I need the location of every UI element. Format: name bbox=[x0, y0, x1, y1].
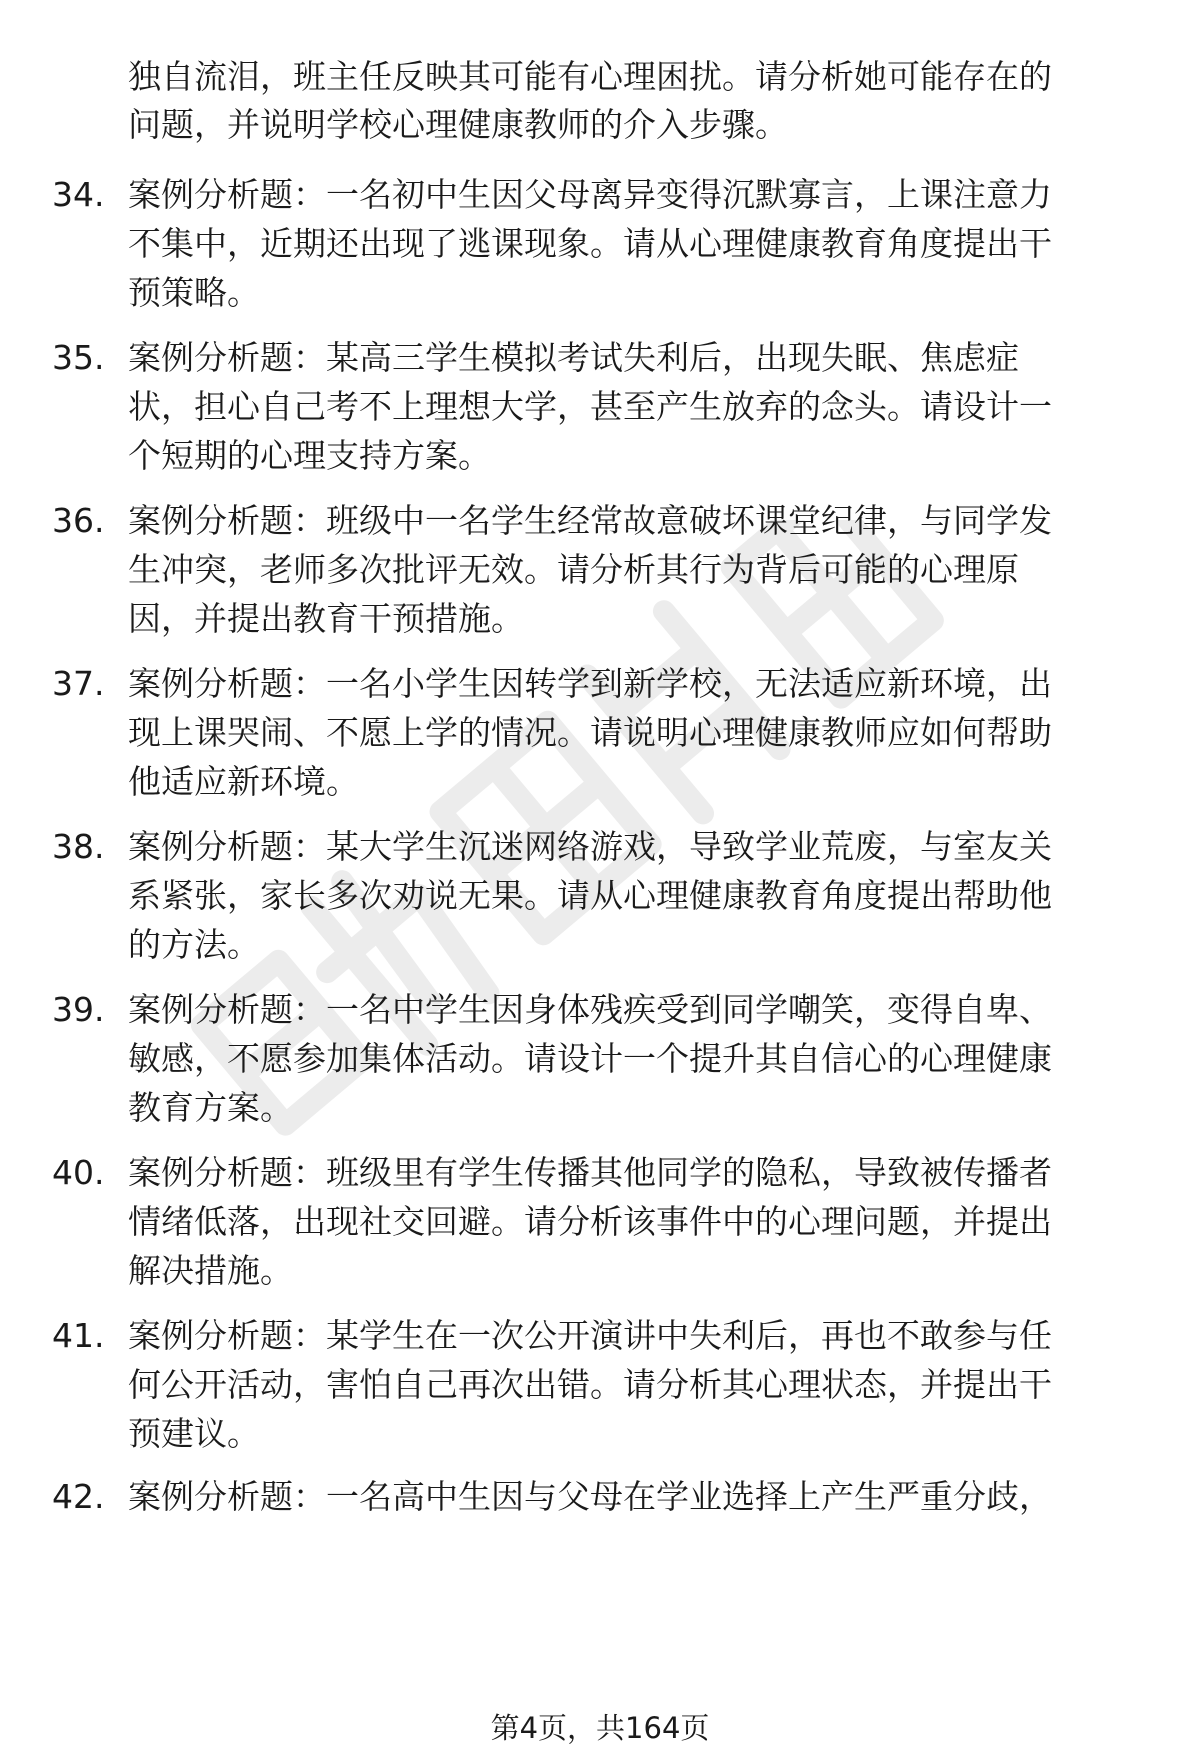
question-text-line: 教育方案。 bbox=[128, 1088, 293, 1127]
page-footer: 第4页，共164页 bbox=[490, 1711, 710, 1745]
text-line: 独自流泪，班主任反映其可能有心理困扰。请分析她可能存在的 bbox=[128, 57, 1052, 96]
question-number: 42. bbox=[52, 1477, 105, 1516]
question-text-line: 状，担心自己考不上理想大学，甚至产生放弃的念头。请设计一 bbox=[128, 387, 1052, 426]
question-text-line: 现上课哭闹、不愿上学的情况。请说明心理健康教师应如何帮助 bbox=[128, 713, 1052, 752]
question-text-line: 案例分析题：某学生在一次公开演讲中失利后，再也不敢参与任 bbox=[128, 1316, 1052, 1355]
question-text-line: 敏感，不愿参加集体活动。请设计一个提升其自信心的心理健康 bbox=[128, 1039, 1052, 1078]
question-text-line: 案例分析题：一名初中生因父母离异变得沉默寡言，上课注意力 bbox=[128, 175, 1052, 214]
question-text-line: 预建议。 bbox=[128, 1414, 260, 1453]
question-number: 40. bbox=[52, 1153, 105, 1192]
question-text-line: 案例分析题：某大学生沉迷网络游戏，导致学业荒废，与室友关 bbox=[128, 827, 1052, 866]
question-text-line: 的方法。 bbox=[128, 925, 260, 964]
question-text-line: 他适应新环境。 bbox=[128, 762, 359, 801]
question-text-line: 因，并提出教育干预措施。 bbox=[128, 599, 524, 638]
question-number: 34. bbox=[52, 175, 105, 214]
question-text-line: 何公开活动，害怕自己再次出错。请分析其心理状态，并提出干 bbox=[128, 1365, 1052, 1404]
question-number: 36. bbox=[52, 501, 105, 540]
question-text-line: 案例分析题：一名小学生因转学到新学校，无法适应新环境，出 bbox=[128, 664, 1052, 703]
question-text-line: 情绪低落，出现社交回避。请分析该事件中的心理问题，并提出 bbox=[128, 1202, 1052, 1241]
question-text-line: 案例分析题：某高三学生模拟考试失利后，出现失眠、焦虑症 bbox=[128, 338, 1019, 377]
question-text-line: 案例分析题：一名中学生因身体残疾受到同学嘲笑，变得自卑、 bbox=[128, 990, 1052, 1029]
question-text-line: 不集中，近期还出现了逃课现象。请从心理健康教育角度提出干 bbox=[128, 224, 1052, 263]
question-text-line: 预策略。 bbox=[128, 273, 260, 312]
question-text-line: 系紧张，家长多次劝说无果。请从心理健康教育角度提出帮助他 bbox=[128, 876, 1052, 915]
question-text-line: 案例分析题：班级中一名学生经常故意破坏课堂纪律，与同学发 bbox=[128, 501, 1052, 540]
question-text-line: 案例分析题：班级里有学生传播其他同学的隐私，导致被传播者 bbox=[128, 1153, 1052, 1192]
question-number: 39. bbox=[52, 990, 105, 1029]
question-text-line: 个短期的心理支持方案。 bbox=[128, 436, 491, 475]
question-number: 37. bbox=[52, 664, 105, 703]
question-text-line: 生冲突，老师多次批评无效。请分析其行为背后可能的心理原 bbox=[128, 550, 1019, 589]
text-line: 问题，并说明学校心理健康教师的介入步骤。 bbox=[128, 105, 788, 144]
question-number: 41. bbox=[52, 1316, 105, 1355]
question-text-line: 解决措施。 bbox=[128, 1251, 293, 1290]
question-number: 38. bbox=[52, 827, 105, 866]
question-number: 35. bbox=[52, 338, 105, 377]
question-text-line: 案例分析题：一名高中生因与父母在学业选择上产生严重分歧， bbox=[128, 1477, 1052, 1516]
